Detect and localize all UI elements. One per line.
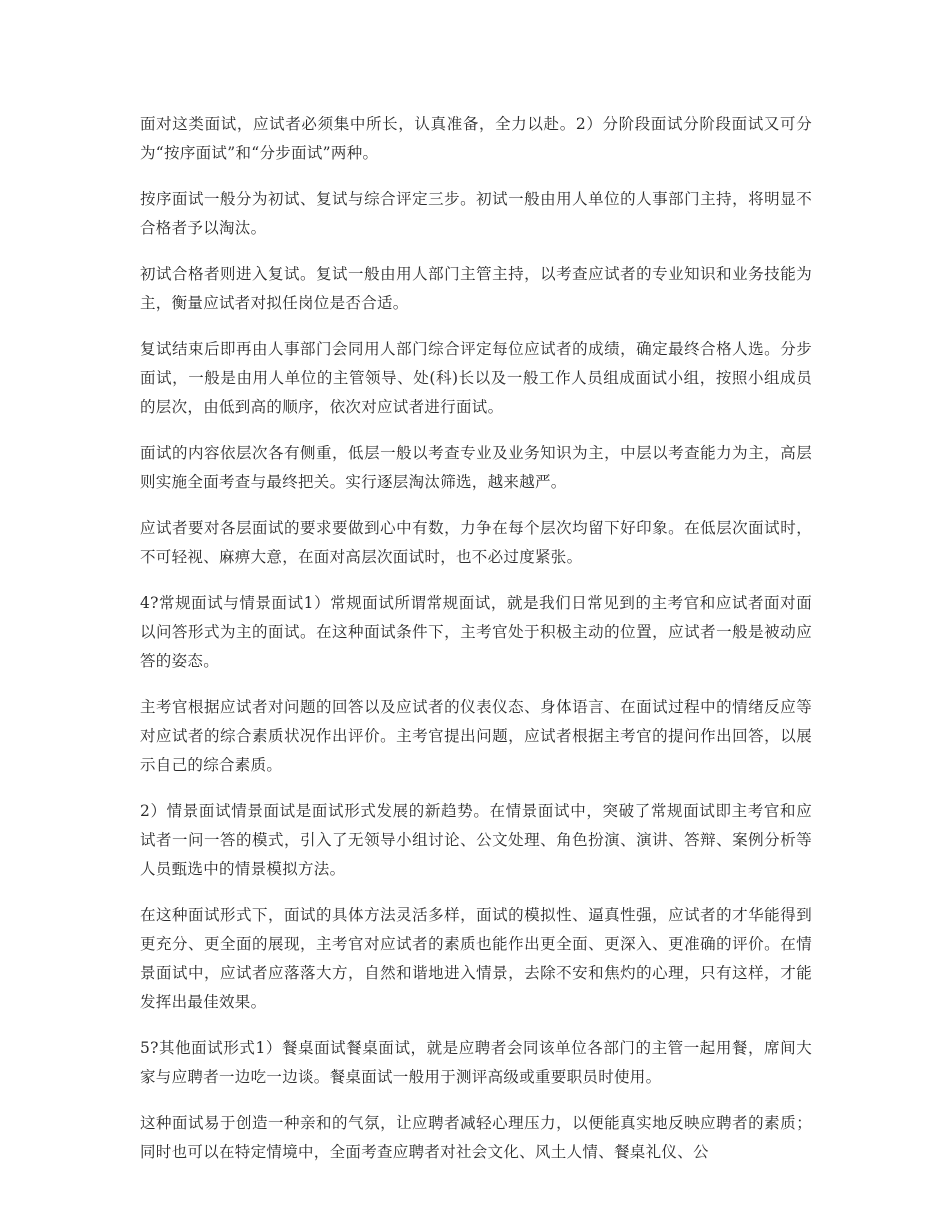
paragraph: 复试结束后即再由人事部门会同用人部门综合评定每位应试者的成绩，确定最终合格人选。分步面试，一般是由用人单位的主管领导、处(科)长以及一般工作人员组成面试小组，按照小组成员的层次，由低到高的顺序，依次对应试者进行面试。	[140, 340, 812, 416]
paragraph: 按序面试一般分为初试、复试与综合评定三步。初试一般由用人单位的人事部门主持，将明显不合格者予以淘汰。	[140, 190, 812, 237]
paragraph: 面试的内容依层次各有侧重，低层一般以考查专业及业务知识为主，中层以考查能力为主，高层则实施全面考查与最终把关。实行逐层淘汰筛选，越来越严。	[140, 444, 812, 491]
paragraph: 应试者要对各层面试的要求要做到心中有数，力争在每个层次均留下好印象。在低层次面试时，不可轻视、麻痹大意，在面对高层次面试时，也不必过度紧张。	[140, 519, 812, 566]
paragraph: 5?其他面试形式1）餐桌面试餐桌面试，就是应聘者会同该单位各部门的主管一起用餐，席间大家与应聘者一边吃一边谈。餐桌面试一般用于测评高级或重要职员时使用。	[140, 1039, 812, 1086]
paragraph: 4?常规面试与情景面试1）常规面试所谓常规面试，就是我们日常见到的主考官和应试者面对面以问答形式为主的面试。在这种面试条件下，主考官处于积极主动的位置，应试者一般是被动应答的姿态。	[140, 594, 812, 670]
document-body	[140, 110, 812, 1184]
paragraph: 在这种面试形式下，面试的具体方法灵活多样，面试的模拟性、逼真性强，应试者的才华能得到更充分、更全面的展现，主考官对应试者的素质也能作出更全面、更深入、更准确的评价。在情景面试中，应试者应落落大方，自然和谐地进入情景，去除不安和焦灼的心理，只有这样，才能发挥出最佳效果。	[140, 906, 812, 1011]
paragraph: 主考官根据应试者对问题的回答以及应试者的仪表仪态、身体语言、在面试过程中的情绪反应等对应试者的综合素质状况作出评价。主考官提出问题，应试者根据主考官的提问作出回答，以展示自己的综合素质。	[140, 698, 812, 774]
paragraph: 初试合格者则进入复试。复试一般由用人部门主管主持，以考查应试者的专业知识和业务技能为主，衡量应试者对拟任岗位是否合适。	[140, 265, 812, 312]
paragraph: 2）情景面试情景面试是面试形式发展的新趋势。在情景面试中，突破了常规面试即主考官和应试者一问一答的模式，引入了无领导小组讨论、公文处理、角色扮演、演讲、答辩、案例分析等人员甄选中的情景模拟方法。	[140, 802, 812, 878]
paragraph: 面对这类面试，应试者必须集中所长，认真准备，全力以赴。2）分阶段面试分阶段面试又可分为“按序面试”和“分步面试”两种。	[140, 115, 812, 162]
paragraph: 这种面试易于创造一种亲和的气氛，让应聘者减轻心理压力，以便能真实地反映应聘者的素质；同时也可以在特定情境中，全面考查应聘者对社会文化、风土人情、餐桌礼仪、公	[140, 1114, 812, 1161]
